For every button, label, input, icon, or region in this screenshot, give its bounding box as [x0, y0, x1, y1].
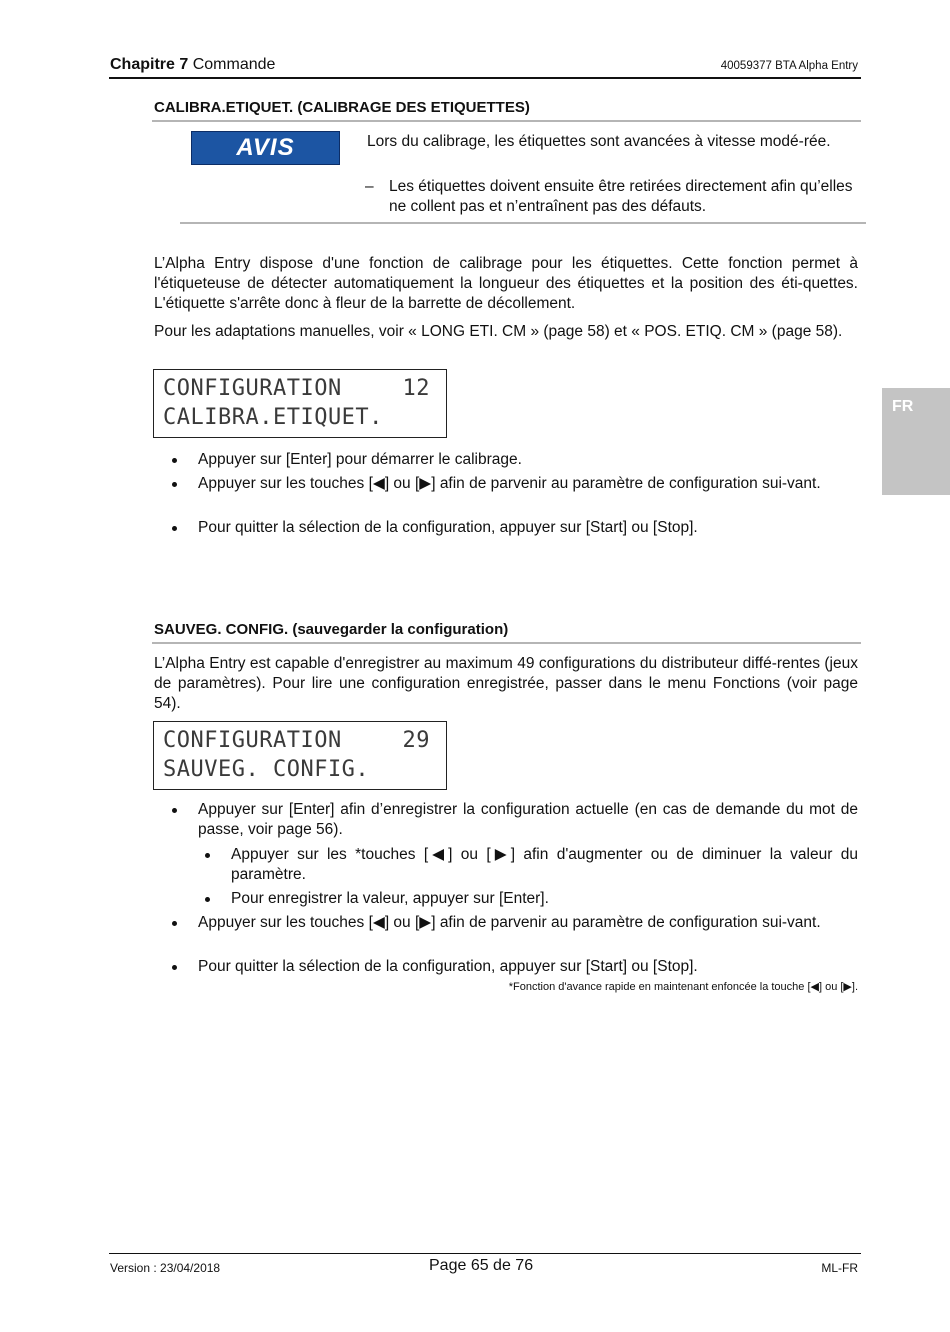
lcd-display-save-config [153, 721, 447, 790]
lcd-parameter-number: 29 [402, 728, 430, 753]
manual-adjustment-note: Pour les adaptations manuelles, voir « LONG ETI. CM » (page 58) et « POS. ETIQ. CM » (page 58). [154, 323, 843, 340]
language-side-tab-label: FR [892, 398, 914, 415]
list-item: Appuyer sur les touches [◀] ou [▶] afin de parvenir au paramètre de configuration sui-vant. [198, 475, 821, 492]
lcd-line-1: CONFIGURATION [163, 728, 342, 753]
lcd-display-calibration [153, 369, 447, 438]
page-number: Page 65 de 76 [429, 1257, 534, 1274]
sub-list-item: Appuyer sur les *touches [◀] ou [▶] afin d'augmenter ou de diminuer la valeur du paramètre. [231, 846, 858, 883]
calibration-description: L’Alpha Entry dispose d'une fonction de calibrage pour les étiquettes. Cette fonction permet à l'étiqueteuse de détecter automatiquement la longueur des étiquettes et la position des éti-quettes. L'étiquette s'arrête donc à fleur de la barrette de décollement. [154, 255, 858, 312]
notice-text: Lors du calibrage, les étiquettes sont avancées à vitesse modé-rée. [367, 133, 831, 150]
lcd-line-1: CONFIGURATION [163, 376, 342, 401]
language-code: ML-FR [821, 1261, 858, 1275]
chapter-number: Chapitre 7 [110, 56, 189, 73]
section-heading-divider [152, 642, 861, 644]
list-item: Appuyer sur [Enter] afin d’enregistrer la configuration actuelle (en cas de demande du mot de passe, voir page 56). [198, 801, 858, 838]
section-heading-calibration: CALIBRA.ETIQUET. (CALIBRAGE DES ETIQUETTES) [154, 99, 530, 116]
sub-bullet-dot [205, 897, 210, 902]
list-item: Pour quitter la sélection de la configuration, appuyer sur [Start] ou [Stop]. [198, 519, 698, 536]
lcd-line-2: SAUVEG. CONFIG. [163, 757, 370, 782]
notice-divider [180, 222, 866, 224]
footnote: *Fonction d'avance rapide en maintenant enfoncée la touche [◀] ou [▶]. [508, 981, 858, 993]
bullet-dot [172, 965, 177, 970]
list-item: Appuyer sur [Enter] pour démarrer le calibrage. [198, 451, 522, 468]
list-item: Pour quitter la sélection de la configuration, appuyer sur [Start] ou [Stop]. [198, 958, 698, 975]
bullet-dot [172, 458, 177, 463]
bullet-dot [172, 808, 177, 813]
section-heading-divider [152, 120, 861, 122]
footer-divider [109, 1253, 861, 1254]
lcd-line-2: CALIBRA.ETIQUET. [163, 405, 383, 430]
chapter-header [110, 56, 275, 74]
notice-bullet-text: Les étiquettes doivent ensuite être retirées directement afin qu’elles ne collent pas et n’entraînent pas des défauts. [389, 178, 853, 215]
list-item: Appuyer sur les touches [◀] ou [▶] afin de parvenir au paramètre de configuration sui-vant. [198, 914, 821, 931]
notice-dash-marker: – [365, 178, 374, 195]
bullet-dot [172, 526, 177, 531]
lcd-parameter-number: 12 [402, 376, 430, 401]
bullet-dot [172, 482, 177, 487]
section-heading-save-config: SAUVEG. CONFIG. (sauvegarder la configuration) [154, 621, 509, 638]
bullet-dot [172, 921, 177, 926]
save-config-description: L’Alpha Entry est capable d'enregistrer au maximum 49 configurations du distributeur diffé-rentes (jeux de paramètres). Pour lire une configuration enregistrée, passer dans le menu Fonctions (voir page 54). [154, 655, 858, 712]
sub-list-item: Pour enregistrer la valeur, appuyer sur [Enter]. [231, 890, 549, 907]
sub-bullet-dot [205, 853, 210, 858]
notice-label-badge: AVIS [191, 131, 340, 165]
header-divider [109, 77, 861, 79]
document-reference: 40059377 BTA Alpha Entry [720, 60, 858, 72]
version-date: Version : 23/04/2018 [110, 1261, 221, 1275]
chapter-title: Commande [192, 56, 276, 73]
